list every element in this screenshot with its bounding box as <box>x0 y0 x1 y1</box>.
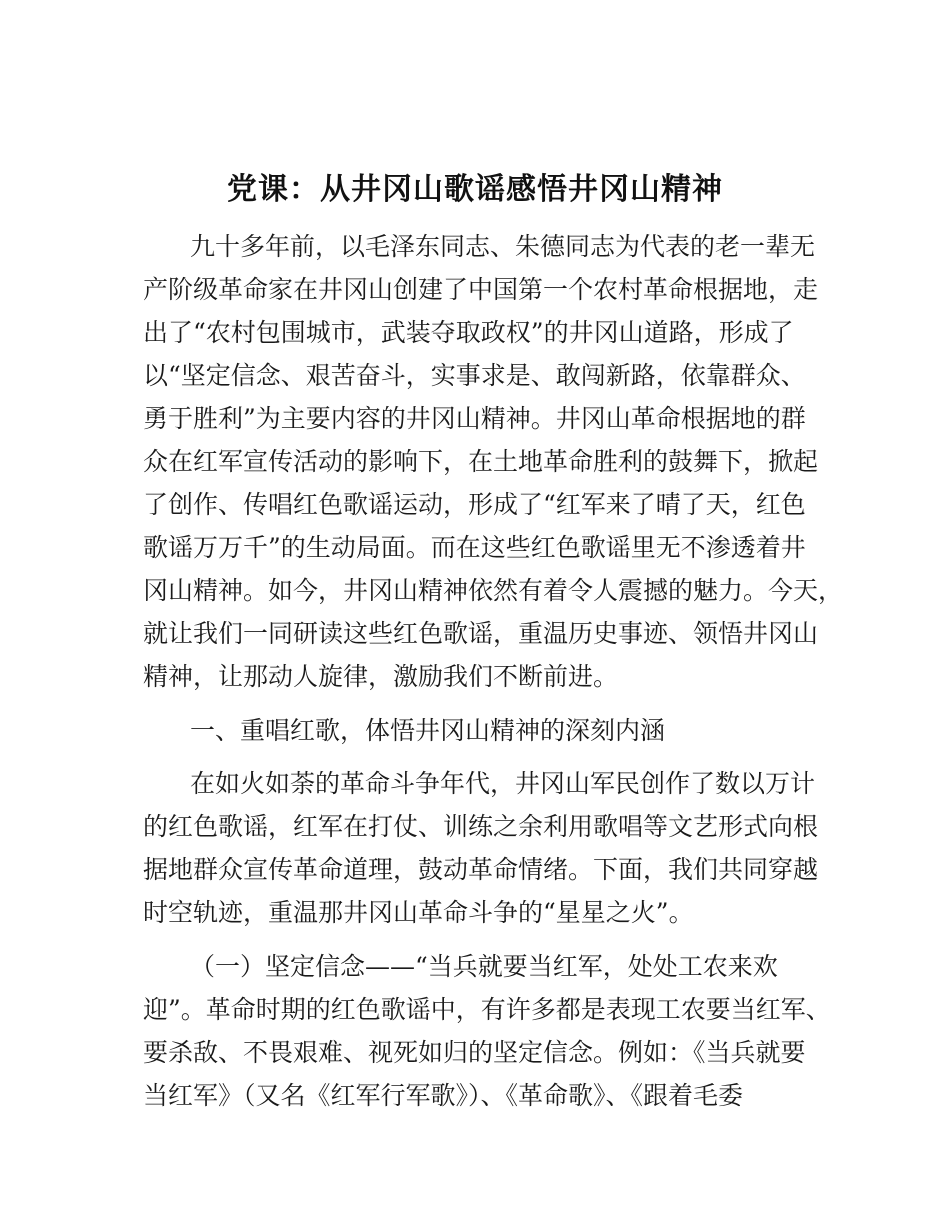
section-heading: 一、重唱红歌，体悟井冈山精神的深刻内涵 <box>190 716 666 745</box>
paragraph-line: 当红军》（又名《红军行军歌》）、《革命歌》、《跟着毛委 <box>143 1081 744 1110</box>
subsection-heading-line: （一）坚定信念——“当兵就要当红军，处处工农来欢 <box>190 952 778 981</box>
paragraph-line: 九十多年前，以毛泽东同志、朱德同志为代表的老一辈无 <box>190 232 816 261</box>
paragraph-line: 产阶级革命家在井冈山创建了中国第一个农村革命根据地，走 <box>143 275 819 304</box>
paragraph-line: 就让我们一同研读这些红色歌谣，重温历史事迹、领悟井冈山 <box>143 619 819 648</box>
paragraph-line: 的红色歌谣，红军在打仗、训练之余利用歌唱等文艺形式向根 <box>143 812 819 841</box>
paragraph-line: 冈山精神。如今，井冈山精神依然有着令人震撼的魅力。今天， <box>143 576 844 605</box>
paragraph-line: 歌谣万万千”的生动局面。而在这些红色歌谣里无不渗透着井 <box>143 533 806 562</box>
paragraph-line: 出了“农村包围城市，武装夺取政权”的井冈山道路，形成了 <box>143 318 794 347</box>
paragraph-line: 要杀敌、不畏艰难、视死如归的坚定信念。例如：《当兵就要 <box>143 1038 806 1067</box>
paragraph-line: 据地群众宣传革命道理，鼓动革命情绪。下面，我们共同穿越 <box>143 855 819 884</box>
paragraph-line: 时空轨迹，重温那井冈山革命斗争的“星星之火”。 <box>143 898 694 927</box>
paragraph-line: 精神，让那动人旋律，激励我们不断前进。 <box>143 662 619 691</box>
paragraph-line: 众在红军宣传活动的影响下，在土地革命胜利的鼓舞下，掀起 <box>143 447 819 476</box>
paragraph-line: 了创作、传唱红色歌谣运动，形成了“红军来了晴了天，红色 <box>143 490 806 519</box>
paragraph-line: 勇于胜利”为主要内容的井冈山精神。井冈山革命根据地的群 <box>143 404 806 433</box>
document-title: 党课：从井冈山歌谣感悟井冈山精神 <box>227 172 723 207</box>
paragraph-line: 在如火如荼的革命斗争年代，井冈山军民创作了数以万计 <box>190 769 816 798</box>
paragraph-line: 以“坚定信念、艰苦奋斗，实事求是、敢闯新路，依靠群众、 <box>143 361 806 390</box>
paragraph-line: 迎”。革命时期的红色歌谣中，有许多都是表现工农要当红军、 <box>143 995 831 1024</box>
